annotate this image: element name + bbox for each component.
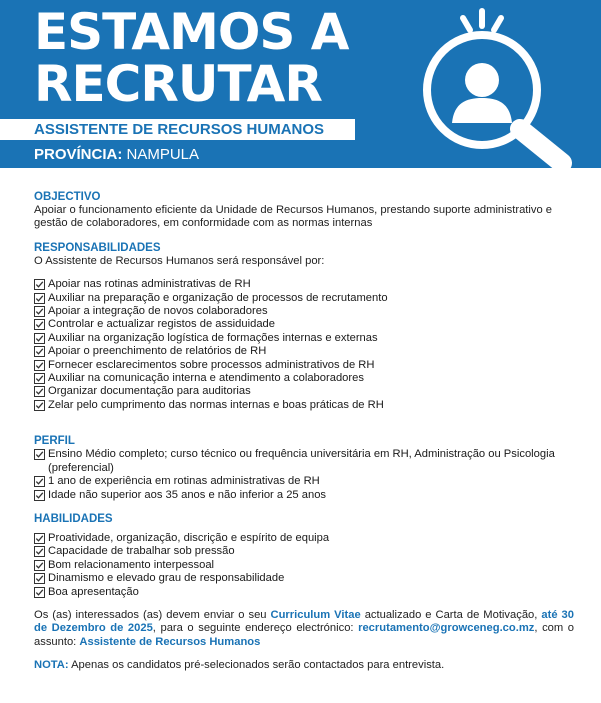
province-line bbox=[34, 146, 199, 163]
list-item bbox=[34, 586, 574, 599]
headline-line-1: ESTAMOS A bbox=[34, 3, 349, 61]
list-item-text: Proatividade, organização, discrição e espírito de equipa bbox=[48, 531, 330, 544]
list-item-text: Apoiar o preenchimento de relatórios de RH bbox=[48, 345, 267, 358]
list-item-text: Zelar pelo cumprimento das normas internas e boas práticas de RH bbox=[48, 398, 384, 411]
checkbox-icon bbox=[34, 587, 45, 598]
job-title: ASSISTENTE DE RECURSOS HUMANOS bbox=[34, 121, 325, 138]
list-item bbox=[34, 318, 574, 331]
list-item bbox=[34, 448, 574, 475]
list-item-text: Dinamismo e elevado grau de responsabilidade bbox=[48, 572, 285, 585]
profile-list bbox=[34, 448, 574, 502]
checkbox-icon bbox=[34, 546, 45, 557]
note-label: NOTA: bbox=[34, 659, 69, 672]
application-instructions bbox=[34, 609, 574, 649]
list-item bbox=[34, 559, 574, 572]
list-item bbox=[34, 292, 574, 305]
checkbox-icon bbox=[34, 560, 45, 571]
checkbox-icon bbox=[34, 476, 45, 487]
responsibilities-intro: O Assistente de Recursos Humanos será responsável por: bbox=[34, 254, 325, 267]
list-item-text: Fornecer esclarecimentos sobre processos administrativos de RH bbox=[48, 358, 375, 371]
email-address[interactable]: recrutamento@growceneg.co.mz bbox=[358, 622, 535, 635]
headline-line-2: RECRUTAR bbox=[34, 55, 322, 113]
list-item-text: Bom relacionamento interpessoal bbox=[48, 558, 215, 571]
list-item bbox=[34, 305, 574, 318]
list-item-text: Apoiar a integração de novos colaboradores bbox=[48, 305, 268, 318]
checkbox-icon bbox=[34, 306, 45, 317]
headline bbox=[34, 3, 349, 113]
list-item bbox=[34, 572, 574, 585]
list-item bbox=[34, 345, 574, 358]
checkbox-icon bbox=[34, 490, 45, 501]
list-item bbox=[34, 359, 574, 372]
list-item bbox=[34, 475, 574, 488]
note bbox=[34, 659, 574, 672]
list-item-text: 1 ano de experiência em rotinas administrativas de RH bbox=[48, 475, 320, 488]
email-subject: Assistente de Recursos Humanos bbox=[79, 635, 261, 648]
checkbox-icon bbox=[34, 449, 45, 460]
list-item-text: Ensino Médio completo; curso técnico ou frequência universitária em RH, Administração ou Psicologia (preferencial) bbox=[48, 448, 555, 474]
checkbox-icon bbox=[34, 279, 45, 290]
responsibilities-title: RESPONSABILIDADES bbox=[34, 241, 161, 254]
list-item-text: Organizar documentação para auditorias bbox=[48, 385, 251, 398]
checkbox-icon bbox=[34, 533, 45, 544]
checkbox-icon bbox=[34, 360, 45, 371]
list-item-text: Capacidade de trabalhar sob pressão bbox=[48, 545, 235, 558]
list-item-text: Controlar e actualizar registos de assiduidade bbox=[48, 318, 275, 331]
list-item bbox=[34, 399, 574, 412]
note-text: Apenas os candidatos pré-selecionados serão contactados para entrevista. bbox=[68, 659, 445, 672]
list-item bbox=[34, 332, 574, 345]
deadline-highlight: até 30 de Dezembro de 2025 bbox=[34, 608, 574, 635]
checkbox-icon bbox=[34, 319, 45, 330]
application-text-3: , para o seguinte endereço electrónico: bbox=[152, 622, 359, 635]
checkbox-icon bbox=[34, 346, 45, 357]
skills-title: HABILIDADES bbox=[34, 512, 113, 525]
list-item bbox=[34, 545, 574, 558]
content bbox=[34, 190, 574, 673]
responsibilities-list bbox=[34, 278, 574, 412]
province-value: NAMPULA bbox=[126, 146, 200, 163]
list-item-text: Apoiar nas rotinas administrativas de RH bbox=[48, 278, 251, 291]
list-item-text: Auxiliar na comunicação interna e atendimento a colaboradores bbox=[48, 372, 364, 385]
checkbox-icon bbox=[34, 400, 45, 411]
list-item bbox=[34, 489, 574, 502]
checkbox-icon bbox=[34, 293, 45, 304]
list-item bbox=[34, 278, 574, 291]
list-item bbox=[34, 372, 574, 385]
checkbox-icon bbox=[34, 386, 45, 397]
header-banner bbox=[0, 0, 601, 168]
checkbox-icon bbox=[34, 333, 45, 344]
list-item bbox=[34, 532, 574, 545]
list-item-text: Auxiliar na preparação e organização de processos de recrutamento bbox=[48, 291, 388, 304]
application-text-2: actualizado e Carta de Motivação, bbox=[360, 608, 542, 621]
list-item-text: Auxiliar na organização logística de formações internas e externas bbox=[48, 331, 378, 344]
province-label: PROVÍNCIA: bbox=[34, 146, 123, 163]
list-item bbox=[34, 385, 574, 398]
objective-text: Apoiar o funcionamento eficiente da Unidade de Recursos Humanos, prestando suporte administrativo e gestão de colaboradores, em conformidade com as normas internas bbox=[34, 204, 553, 230]
application-text-4: , com o assunto: bbox=[34, 622, 574, 648]
skills-list bbox=[34, 532, 574, 599]
application-text-1: Os (as) interessados (as) devem enviar o seu bbox=[34, 608, 271, 621]
list-item-text: Idade não superior aos 35 anos e não inferior a 25 anos bbox=[48, 488, 327, 501]
magnifier-person-icon bbox=[412, 8, 597, 168]
objective-title: OBJECTIVO bbox=[34, 191, 101, 203]
list-item-text: Boa apresentação bbox=[48, 585, 139, 598]
cv-highlight: Curriculum Vitae bbox=[270, 608, 361, 621]
checkbox-icon bbox=[34, 373, 45, 384]
checkbox-icon bbox=[34, 573, 45, 584]
profile-title: PERFIL bbox=[34, 435, 75, 448]
